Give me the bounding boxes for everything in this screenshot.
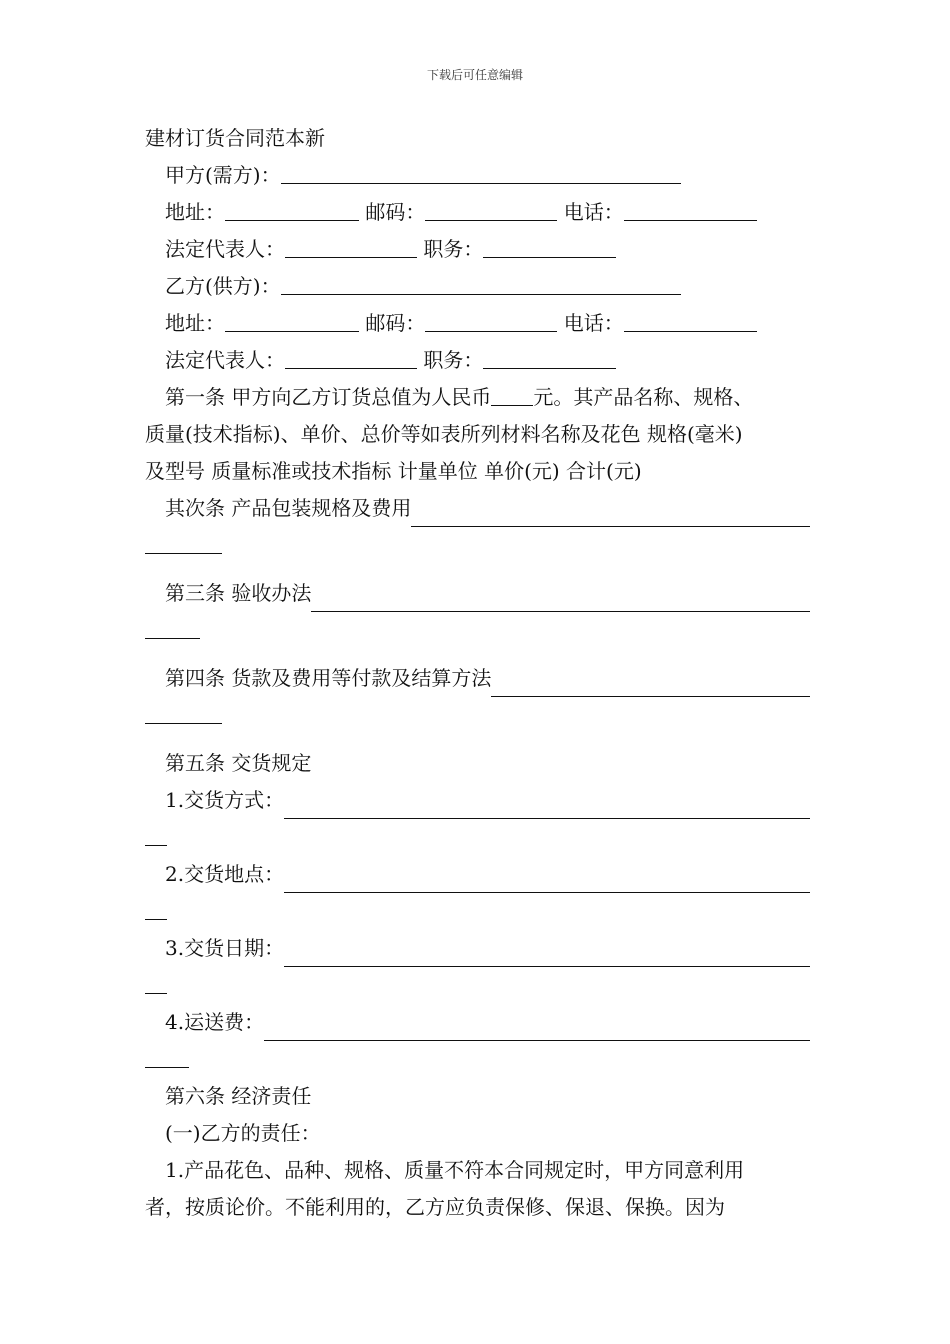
legal-rep-blank (285, 346, 417, 369)
party-a-rep-line (145, 231, 810, 268)
article-4-line (145, 660, 810, 697)
article-4-blank-cont (145, 701, 222, 724)
delivery-method-blank (284, 796, 810, 819)
party-a-line (145, 157, 810, 194)
legal-rep-blank (285, 235, 417, 258)
article-5-item-1-cont (145, 819, 810, 856)
delivery-method-label: 1.交货方式： (165, 788, 285, 812)
postcode-label: 邮码： (365, 311, 426, 335)
delivery-method-blank-cont (145, 823, 167, 846)
phone-label: 电话： (563, 311, 624, 335)
postcode-blank (425, 309, 557, 332)
article-5-item-3 (145, 930, 810, 967)
party-a-label: 甲方(需方)： (165, 163, 281, 187)
postcode-blank (425, 198, 557, 221)
document-title: 建材订货合同范本新 (145, 126, 325, 150)
shipping-fee-blank (264, 1018, 810, 1041)
article-1-text-a: 第一条 甲方向乙方订货总值为人民币 (165, 385, 492, 409)
party-b-rep-line (145, 342, 810, 379)
article-5-item-1 (145, 782, 810, 819)
article-4-continuation (145, 697, 810, 734)
postcode-label: 邮码： (365, 200, 426, 224)
article-6-paragraph-line-2: 者，按质论价。不能利用的，乙方应负责保修、保退、保换。因为 (145, 1195, 725, 1219)
position-label: 职务： (423, 237, 484, 261)
position-blank (483, 346, 616, 369)
party-b-contact-line (145, 305, 810, 342)
party-a-blank (281, 161, 681, 184)
article-3-line (145, 575, 810, 612)
article-1-line-2: 质量(技术指标)、单价、总价等如表所列材料名称及花色 规格(毫米) (145, 422, 743, 446)
article-1-line-1 (145, 379, 810, 416)
article-5-item-4 (145, 1004, 810, 1041)
position-blank (483, 235, 616, 258)
article-5-item-2 (145, 856, 810, 893)
article-1-text-b: 元。其产品名称、规格、 (533, 385, 754, 409)
article-2-text: 其次条 产品包装规格及费用 (165, 496, 412, 520)
article-3-text: 第三条 验收办法 (165, 581, 312, 605)
article-2-blank-cont (145, 531, 222, 554)
article-6-heading: 第六条 经济责任 (165, 1084, 312, 1108)
address-label: 地址： (165, 311, 225, 335)
article-2-continuation (145, 527, 810, 564)
article-5-item-2-cont (145, 893, 810, 930)
article-5-item-4-cont (145, 1041, 810, 1078)
article-3-continuation (145, 612, 810, 649)
delivery-date-blank (284, 944, 810, 967)
party-b-blank (281, 272, 681, 295)
legal-rep-label: 法定代表人： (165, 237, 285, 261)
article-6-paragraph-line-1: 1.产品花色、品种、规格、质量不符本合同规定时，甲方同意利用 (165, 1158, 745, 1182)
shipping-fee-blank-cont (145, 1045, 189, 1068)
article-4-blank (491, 674, 810, 697)
article-5-heading: 第五条 交货规定 (165, 751, 312, 775)
delivery-date-label: 3.交货日期： (165, 936, 285, 960)
article-5-item-3-cont (145, 967, 810, 1004)
party-b-label: 乙方(供方)： (165, 274, 281, 298)
article-4-text: 第四条 货款及费用等付款及结算方法 (165, 666, 492, 690)
article-3-blank-cont (145, 616, 200, 639)
delivery-place-label: 2.交货地点： (165, 862, 285, 886)
position-label: 职务： (423, 348, 484, 372)
party-a-contact-line (145, 194, 810, 231)
amount-blank (491, 383, 533, 406)
contract-body (145, 120, 810, 1226)
address-blank (225, 309, 359, 332)
delivery-date-blank-cont (145, 971, 167, 994)
address-label: 地址： (165, 200, 225, 224)
article-2-line (145, 490, 810, 527)
phone-label: 电话： (563, 200, 624, 224)
page-header: 下载后可任意编辑 (426, 68, 523, 82)
phone-blank (624, 198, 757, 221)
article-1-line-3: 及型号 质量标准或技术指标 计量单位 单价(元) 合计(元) (145, 459, 642, 483)
phone-blank (624, 309, 757, 332)
legal-rep-label: 法定代表人： (165, 348, 285, 372)
article-2-blank (411, 504, 810, 527)
delivery-place-blank-cont (145, 897, 167, 920)
address-blank (225, 198, 359, 221)
shipping-fee-label: 4.运送费： (165, 1010, 265, 1034)
article-6-subheading: (一)乙方的责任： (165, 1121, 321, 1145)
article-3-blank (311, 589, 810, 612)
delivery-place-blank (284, 870, 810, 893)
party-b-line (145, 268, 810, 305)
